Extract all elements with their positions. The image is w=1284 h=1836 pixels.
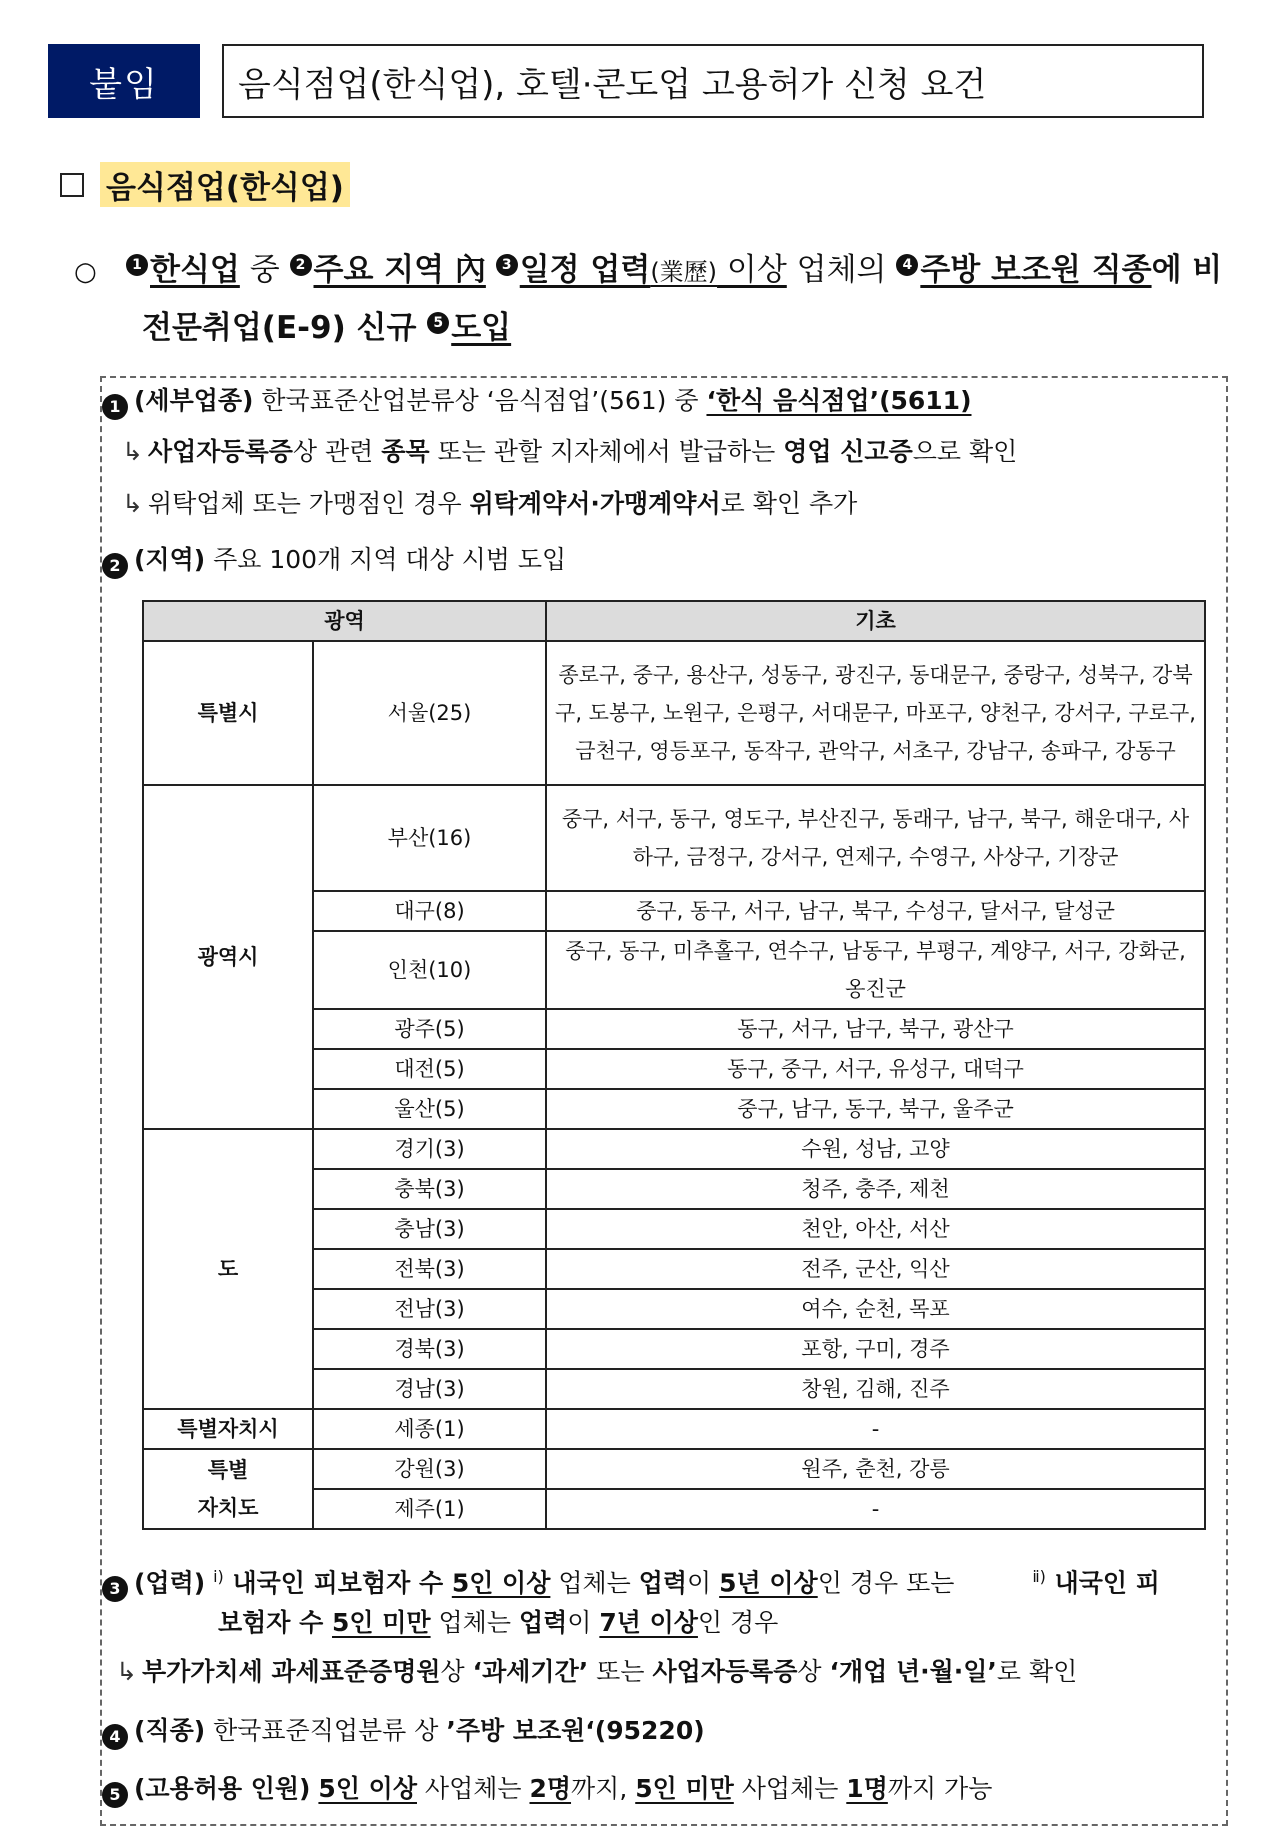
item-text: 5인 미만: [635, 1774, 734, 1803]
lead-text: 에 비: [1151, 252, 1223, 288]
item-text: 인 경우: [697, 1608, 779, 1637]
item-text: 5인 이상: [451, 1568, 551, 1598]
item-history-line2: [218, 1606, 778, 1640]
item-text: 업력: [638, 1568, 688, 1598]
basic-cell: 창원, 김해, 진주: [546, 1369, 1205, 1409]
item-text: 업체는: [550, 1568, 639, 1598]
basic-cell: 동구, 중구, 서구, 유성구, 대덕구: [546, 1049, 1205, 1089]
num-2-icon: 2: [290, 254, 312, 276]
region-cell: 강원(3): [313, 1449, 546, 1489]
basic-cell: 종로구, 중구, 용산구, 성동구, 광진구, 동대문구, 중랑구, 성북구, 강북구, 도봉구, 노원구, 은평구, 서대문구, 마포구, 양천구, 강서구, 구로구, 금천구, 영등포구, 동작구, 관악구, 서초구, 강남구, 송파구, 강동구: [546, 641, 1205, 785]
item-label: (직종): [134, 1716, 206, 1745]
sub-text: 위탁계약서·가맹계약서: [469, 489, 721, 518]
sub-text: 또는 관할 지자체에서 발급하는: [429, 437, 784, 466]
sub-text: 종목: [381, 437, 430, 466]
group-cell: [143, 1449, 313, 1529]
table-row: [143, 785, 1205, 891]
num-3-icon: 3: [102, 1576, 128, 1602]
basic-cell: 청주, 충주, 제천: [546, 1169, 1205, 1209]
sub-text: 또는: [588, 1657, 653, 1686]
lead-introduce: 도입: [451, 310, 512, 346]
item-industry: [102, 384, 972, 420]
roman-marker: ⅱ): [1032, 1567, 1046, 1586]
item-text: 2명: [529, 1774, 572, 1803]
table-header-row: [143, 601, 1205, 641]
item-history: [102, 1560, 1212, 1602]
item-text: 사업체는: [733, 1774, 847, 1803]
basic-cell: 중구, 동구, 서구, 남구, 북구, 수성구, 달서구, 달성군: [546, 891, 1205, 931]
basic-cell: 중구, 남구, 동구, 북구, 울주군: [546, 1089, 1205, 1129]
sub-text: ‘개업 년·월·일’: [829, 1657, 997, 1686]
num-2-icon: 2: [102, 553, 128, 579]
group-cell: 특별자치시: [143, 1409, 313, 1449]
item-text: 이: [567, 1608, 600, 1637]
basic-cell: 수원, 성남, 고양: [546, 1129, 1205, 1169]
num-1-icon: 1: [102, 394, 128, 420]
arrow-return-icon: ↳: [116, 1657, 137, 1686]
table-row: [143, 1409, 1205, 1449]
group-cell-line: 자치도: [197, 1496, 259, 1520]
region-cell: 충남(3): [313, 1209, 546, 1249]
table-row: [143, 1449, 1205, 1489]
sub-text: 상: [440, 1657, 473, 1686]
region-table: [142, 600, 1206, 1530]
item-text: 사업체는: [416, 1774, 530, 1803]
lead-history: 일정 업력: [519, 252, 651, 288]
region-cell: 충북(3): [313, 1169, 546, 1209]
lead-history-hanja: (業歷): [650, 258, 718, 286]
item-headcount: [102, 1772, 992, 1808]
item-emph: ’주방 보조원‘(95220): [446, 1716, 705, 1745]
item-text: 5인 미만: [332, 1608, 431, 1637]
item-text: 한국표준직업분류 상: [205, 1716, 447, 1745]
section-title: 음식점업(한식업): [100, 162, 350, 207]
num-5-icon: 5: [102, 1782, 128, 1808]
col-header-metro: 광역: [143, 601, 546, 641]
region-cell: 제주(1): [313, 1489, 546, 1529]
checkbox-square-icon: [60, 173, 84, 197]
basic-cell: 전주, 군산, 익산: [546, 1249, 1205, 1289]
region-cell: 전남(3): [313, 1289, 546, 1329]
lead-text: 업체의: [786, 252, 897, 288]
item-text: 보험자 수: [218, 1608, 333, 1637]
col-header-basic: 기초: [546, 601, 1205, 641]
item-text: 한국표준산업분류상 ‘음식점업’(561) 중: [253, 386, 707, 415]
sub-text: 상: [797, 1657, 830, 1686]
region-cell: 인천(10): [313, 931, 546, 1009]
item-text: 7년 이상: [599, 1608, 698, 1637]
item-text: 주요 100개 지역 대상 시범 도입: [205, 545, 567, 574]
region-cell: 서울(25): [313, 641, 546, 785]
basic-cell: 중구, 동구, 미추홀구, 연수구, 남동구, 부평구, 계양구, 서구, 강화군, 옹진군: [546, 931, 1205, 1009]
item-region: [102, 543, 566, 579]
item-text: 1명: [846, 1774, 888, 1803]
basic-cell: -: [546, 1489, 1205, 1529]
basic-cell: -: [546, 1409, 1205, 1449]
attachment-tag: 붙임: [48, 44, 200, 118]
arrow-return-icon: ↳: [122, 437, 143, 466]
group-cell: 특별시: [143, 641, 313, 785]
sub-text: 영업 신고증: [783, 437, 913, 466]
page-title: 음식점업(한식업), 호텔·콘도업 고용허가 신청 요건: [222, 44, 1204, 118]
region-cell: 대구(8): [313, 891, 546, 931]
region-cell: 광주(5): [313, 1009, 546, 1049]
num-4-icon: 4: [102, 1724, 128, 1750]
sub-text: 위탁업체 또는 가맹점인 경우: [148, 489, 470, 518]
lead-korean-food: 한식업: [150, 252, 240, 288]
sub-text: 으로 확인: [912, 437, 1018, 466]
region-cell: 울산(5): [313, 1089, 546, 1129]
item-industry-sub2: [102, 487, 857, 521]
group-cell: 도: [143, 1129, 313, 1409]
lead-text: 중: [239, 252, 290, 288]
num-4-icon: 4: [896, 254, 918, 276]
num-1-icon: 1: [126, 254, 148, 276]
item-text: 인 경우 또는: [817, 1568, 955, 1598]
page-header: [48, 44, 1206, 118]
circle-bullet-icon: ○: [74, 257, 97, 287]
sub-text: 상 관련: [292, 437, 382, 466]
sub-text: 로 확인 추가: [720, 489, 858, 518]
item-label: (업력): [134, 1568, 206, 1598]
region-cell: 경기(3): [313, 1129, 546, 1169]
region-cell: 부산(16): [313, 785, 546, 891]
item-text: 5년 이상: [719, 1568, 818, 1598]
item-label: (세부업종): [134, 386, 254, 415]
sub-text: 로 확인: [996, 1657, 1078, 1686]
sub-text: 사업자등록증: [652, 1657, 798, 1686]
item-text: 업체는: [430, 1608, 519, 1637]
item-occupation: [102, 1714, 705, 1750]
item-text: 5인 이상: [318, 1774, 417, 1803]
lead-e9: 전문취업(E-9) 신규: [142, 310, 428, 346]
item-text: 까지 가능: [887, 1774, 993, 1803]
item-text: 이: [687, 1568, 720, 1598]
basic-cell: 여수, 순천, 목포: [546, 1289, 1205, 1329]
basic-cell: 중구, 서구, 동구, 영도구, 부산진구, 동래구, 남구, 북구, 해운대구, 사하구, 금정구, 강서구, 연제구, 수영구, 사상구, 기장군: [546, 785, 1205, 891]
lead-occupation: 주방 보조원 직종: [920, 252, 1152, 288]
summary-paragraph: [74, 242, 1234, 356]
section-heading: [60, 162, 350, 207]
num-3-icon: 3: [496, 254, 518, 276]
region-cell: 경남(3): [313, 1369, 546, 1409]
basic-cell: 천안, 아산, 서산: [546, 1209, 1205, 1249]
basic-cell: 동구, 서구, 남구, 북구, 광산구: [546, 1009, 1205, 1049]
region-cell: 세종(1): [313, 1409, 546, 1449]
region-cell: 경북(3): [313, 1329, 546, 1369]
region-cell: 대전(5): [313, 1049, 546, 1089]
item-history-sub: [96, 1655, 1077, 1689]
table-row: [143, 1129, 1205, 1169]
item-text: 업력: [518, 1608, 568, 1637]
group-cell-line: 특별: [207, 1458, 249, 1482]
item-text: 까지,: [571, 1774, 636, 1803]
lead-above: 이상: [717, 252, 787, 288]
sub-text: 부가가치세 과세표준증명원: [142, 1657, 441, 1686]
num-5-icon: 5: [427, 312, 449, 334]
sub-text: 사업자등록증: [148, 437, 293, 466]
group-cell: 광역시: [143, 785, 313, 1129]
table-row: [143, 641, 1205, 785]
item-label: (지역): [134, 545, 206, 574]
region-cell: 전북(3): [313, 1249, 546, 1289]
item-emph: ‘한식 음식점업’(5611): [706, 386, 972, 415]
item-text: 내국인 피보험자 수: [223, 1568, 452, 1598]
roman-marker: ⅰ): [213, 1567, 224, 1586]
basic-cell: 원주, 춘천, 강릉: [546, 1449, 1205, 1489]
item-text: 내국인 피: [1045, 1568, 1160, 1598]
item-industry-sub1: [102, 435, 1017, 469]
basic-cell: 포항, 구미, 경주: [546, 1329, 1205, 1369]
arrow-return-icon: ↳: [122, 489, 143, 518]
item-label: (고용허용 인원): [134, 1774, 311, 1803]
lead-region: 주요 지역 內: [313, 252, 486, 288]
sub-text: ‘과세기간’: [472, 1657, 589, 1686]
